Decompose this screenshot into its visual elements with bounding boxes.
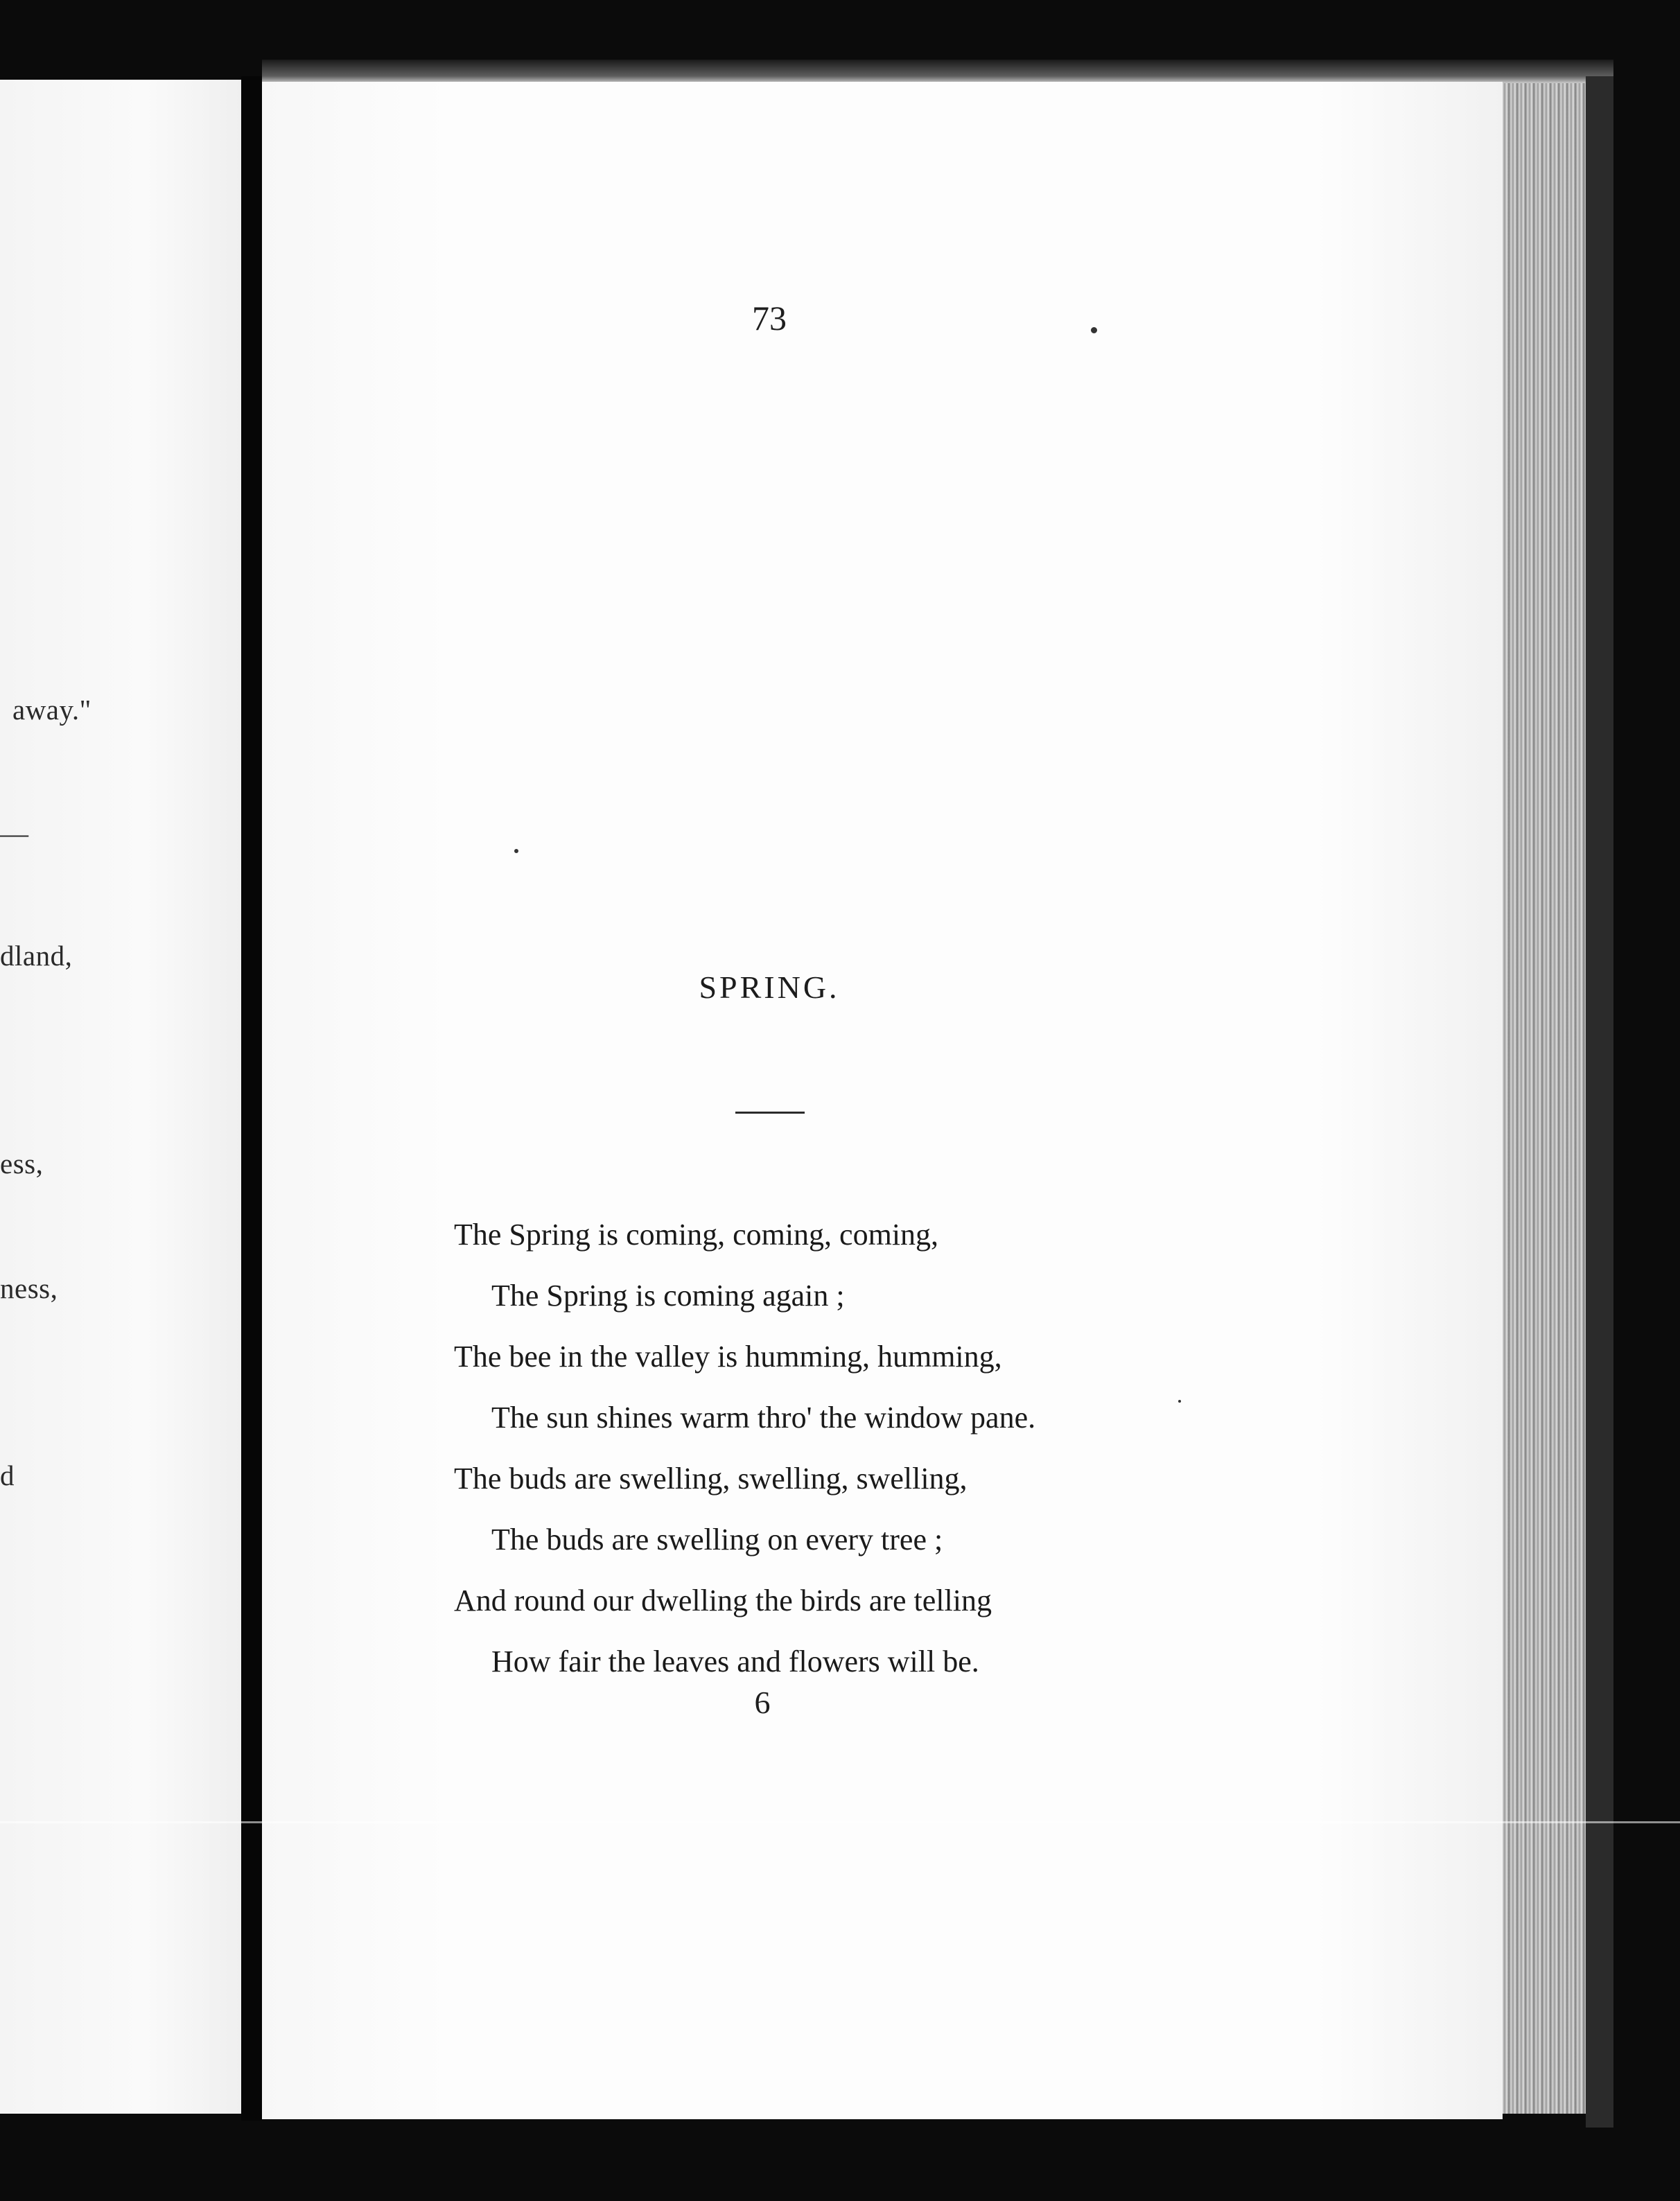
poem-line: And round our dwelling the birds are telling: [454, 1584, 992, 1617]
poem-line: How fair the leaves and flowers will be.: [491, 1645, 979, 1678]
poem-body: [454, 1204, 1216, 1692]
poem-line: The sun shines warm thro' the window pane.: [491, 1401, 1036, 1435]
left-page: [0, 80, 241, 2114]
left-page-fragment: ess,: [0, 1148, 44, 1180]
left-page-fragment: ness,: [0, 1272, 58, 1304]
paper-speck: [1178, 1400, 1181, 1403]
scan-artifact-line: [0, 1821, 1680, 1823]
book-gutter: [241, 76, 262, 2121]
right-page: [262, 82, 1503, 2119]
poem-title: SPRING.: [699, 970, 840, 1005]
poem-line: The bee in the valley is humming, humming,: [454, 1340, 1002, 1374]
title-rule: [735, 1112, 805, 1114]
poem-line: The Spring is coming again ;: [491, 1279, 845, 1313]
left-page-fragment: dland,: [0, 940, 73, 972]
left-page-fragment: d: [0, 1459, 15, 1491]
poem-line: The Spring is coming, coming, coming,: [454, 1218, 939, 1252]
book-cover-edge: [1586, 76, 1613, 2128]
poem-line: The buds are swelling on every tree ;: [491, 1523, 943, 1557]
signature-mark: 6: [754, 1685, 771, 1720]
poem-line: The buds are swelling, swelling, swelling,: [454, 1462, 968, 1496]
paper-speck: [514, 849, 518, 853]
book-fore-edge: [1503, 83, 1586, 2114]
page-number: 73: [752, 299, 787, 337]
paper-speck: [1091, 327, 1097, 333]
left-page-fragment: —: [0, 817, 29, 849]
left-page-fragment: away.": [12, 694, 91, 726]
book-top-edge: [262, 60, 1613, 83]
